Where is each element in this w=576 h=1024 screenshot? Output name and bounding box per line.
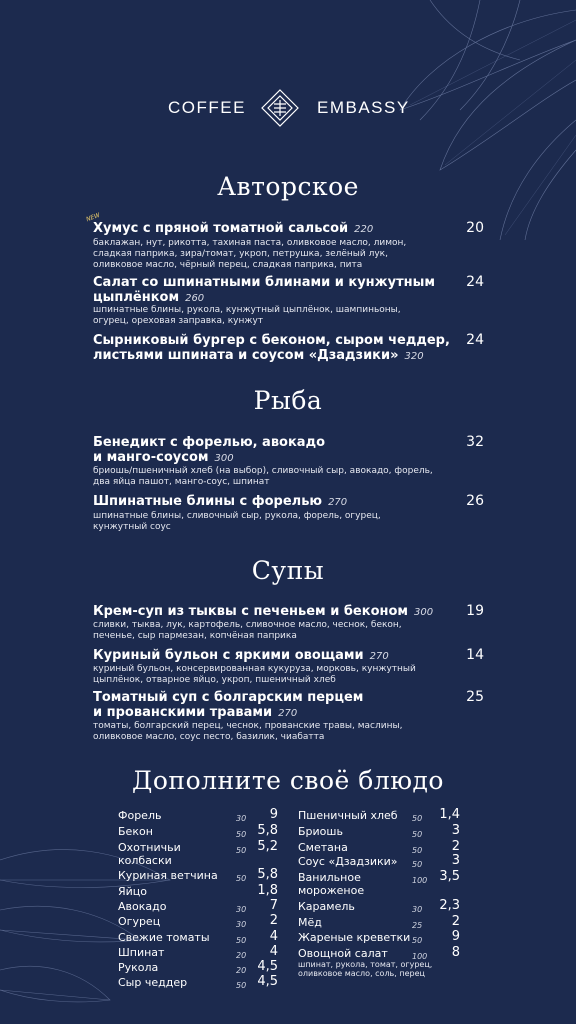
addon-price: 9 (269, 807, 278, 822)
addon-row (298, 841, 460, 855)
addon-weight: 30 (412, 905, 423, 914)
addon-name: Рукола (118, 961, 159, 974)
addon-price: 3 (451, 823, 460, 838)
addon-price: 2 (269, 913, 278, 928)
addon-price: 4 (269, 929, 278, 944)
addon-weight: 50 (236, 981, 247, 990)
menu-item-price: 26 (466, 493, 484, 509)
addon-name: Мёд (298, 916, 322, 929)
addon-price: 9 (451, 929, 460, 944)
addon-row (118, 976, 278, 990)
addon-weight: 50 (412, 846, 423, 855)
menu-item-price: 14 (466, 647, 484, 663)
addon-price: 1,4 (439, 807, 460, 822)
addon-row (118, 915, 278, 929)
menu-item-name: Томатный суп с болгарским перцем и прованскими травами 270 (93, 690, 364, 720)
addon-weight: 50 (412, 936, 423, 945)
menu-item-description: куриный бульон, консервированная кукуруза, морковь, кунжутный цыплёнок, отварное яйцо, укроп, пшеничный хлеб (93, 664, 416, 685)
addon-price: 2 (451, 914, 460, 929)
addon-row (298, 916, 460, 930)
addon-weight: 25 (412, 921, 423, 930)
addon-price: 3 (451, 853, 460, 868)
addon-row (118, 946, 278, 960)
addon-price: 5,2 (257, 839, 278, 854)
addon-weight: 20 (236, 966, 247, 975)
menu-item-name: Бенедикт с форелью, авокадо и манго-соусом 300 (93, 435, 326, 465)
menu-item-price: 19 (466, 603, 484, 619)
addon-weight: 50 (236, 936, 247, 945)
addon-name: Карамель (298, 900, 355, 913)
addon-row (118, 961, 278, 975)
addon-weight: 50 (412, 830, 423, 839)
addon-row (298, 855, 460, 869)
addon-row (298, 945, 460, 978)
addon-weight: 100 (412, 876, 428, 885)
addon-weight: 50 (236, 874, 247, 883)
addon-weight: 30 (236, 814, 247, 823)
menu-item-price: 20 (466, 220, 484, 236)
addon-weight: 30 (236, 905, 247, 914)
menu-item-description: бриошь/пшеничный хлеб (на выбор), сливочный сыр, авокадо, форель, два яйца пашот, манго-соус, шпинат (93, 466, 433, 487)
addon-row (118, 900, 278, 914)
addon-name: Ванильное мороженое (298, 871, 365, 897)
menu-item-description: томаты, болгарский перец, чеснок, прованские травы, маслины, оливковое масло, соус песто, базилик, чиабатта (93, 721, 403, 742)
addon-name: Бекон (118, 825, 153, 838)
addon-name: Авокадо (118, 900, 167, 913)
addon-weight: 50 (412, 860, 423, 869)
addon-name: Жареные креветки (298, 931, 411, 944)
addon-weight: 50 (236, 846, 247, 855)
menu-item-name: Шпинатные блины с форелью 270 (93, 494, 348, 509)
addon-row (118, 869, 278, 883)
addon-price: 1,8 (257, 883, 278, 898)
addon-name: Сыр чеддер (118, 976, 188, 989)
addon-name: Соус «Дзадзики» (298, 855, 398, 868)
addon-name: Огурец (118, 915, 161, 928)
menu-item-name: Хумус с пряной томатной сальсой 220 (93, 221, 374, 236)
menu-item-description: баклажан, нут, рикотта, тахиная паста, оливковое масло, лимон, сладкая паприка, зира/томат, укроп, петрушка, зелёный лук, оливковое масло, чёрный перец, сладкая паприка, пита (93, 238, 407, 270)
addon-name: Пшеничный хлеб (298, 809, 398, 822)
menu-item-name: Куриный бульон с яркими овощами 270 (93, 648, 389, 663)
addon-row (298, 809, 460, 823)
addon-row (118, 809, 278, 823)
addon-row (118, 885, 278, 899)
addon-row (118, 825, 278, 839)
addon-name: Яйцо (118, 885, 148, 898)
addon-price: 2,3 (439, 898, 460, 913)
addon-row (118, 931, 278, 945)
new-badge: NEW (85, 211, 101, 224)
addon-price: 7 (269, 898, 278, 913)
addon-price: 4 (269, 944, 278, 959)
addon-description: шпинат, рукола, томат, огурец, оливковое масло, соль, перец (298, 960, 433, 978)
section-title-addons: Дополните своё блюдо (132, 766, 444, 795)
menu-item-price: 24 (466, 332, 484, 348)
section-title-fish: Рыба (253, 386, 323, 415)
addon-row (298, 825, 460, 839)
menu-item-description: шпинатные блины, сливочный сыр, рукола, форель, огурец, кунжутный соус (93, 511, 381, 532)
addon-name: Свежие томаты (118, 931, 210, 944)
brand-word-coffee: COFFEE (168, 98, 246, 117)
addon-weight: 50 (236, 830, 247, 839)
addon-name: Куриная ветчина (118, 869, 218, 882)
addon-weight: 20 (236, 951, 247, 960)
menu-item-name: Салат со шпинатными блинами и кунжутным цыплёнком 260 (93, 275, 435, 305)
menu-item-price: 25 (466, 689, 484, 705)
addon-weight: 30 (236, 920, 247, 929)
addon-weight: 50 (412, 814, 423, 823)
section-title-soups: Супы (251, 556, 325, 585)
addon-row (118, 839, 278, 867)
brand-logo (0, 88, 576, 128)
menu-item-price: 32 (466, 434, 484, 450)
brand-word-embassy: EMBASSY (317, 98, 410, 117)
addon-row (298, 931, 460, 945)
menu-item-price: 24 (466, 274, 484, 290)
addon-row (298, 869, 460, 897)
addon-price: 5,8 (257, 823, 278, 838)
addon-price: 4,5 (257, 974, 278, 989)
menu-item-name: Сырниковый бургер с беконом, сыром чеддер, листьями шпината и соусом «Дзадзики» 320 (93, 333, 450, 363)
addon-row (298, 900, 460, 914)
addon-price: 8 (451, 945, 460, 960)
addon-name: Форель (118, 809, 162, 822)
addon-price: 3,5 (439, 869, 460, 884)
addon-name: Шпинат (118, 946, 165, 959)
addon-price: 2 (451, 839, 460, 854)
addon-name: Овощной салат (298, 947, 388, 960)
addon-name: Охотничьи колбаски (118, 841, 181, 867)
menu-item-name: Крем-суп из тыквы с печеньем и беконом 300 (93, 604, 434, 619)
menu-item-description: сливки, тыква, лук, картофель, сливочное масло, чеснок, бекон, печенье, сыр пармезан, копчёная паприка (93, 620, 402, 641)
addon-price: 5,8 (257, 867, 278, 882)
addon-name: Бриошь (298, 825, 343, 838)
addon-price: 4,5 (257, 959, 278, 974)
addon-weight: 100 (412, 952, 428, 961)
brand-emblem-icon (260, 88, 300, 128)
menu-item-description: шпинатные блины, рукола, кунжутный цыплёнок, шампиньоны, огурец, ореховая заправка, кунжут (93, 305, 401, 326)
section-title-author: Авторское (217, 172, 359, 201)
addon-name: Сметана (298, 841, 348, 854)
